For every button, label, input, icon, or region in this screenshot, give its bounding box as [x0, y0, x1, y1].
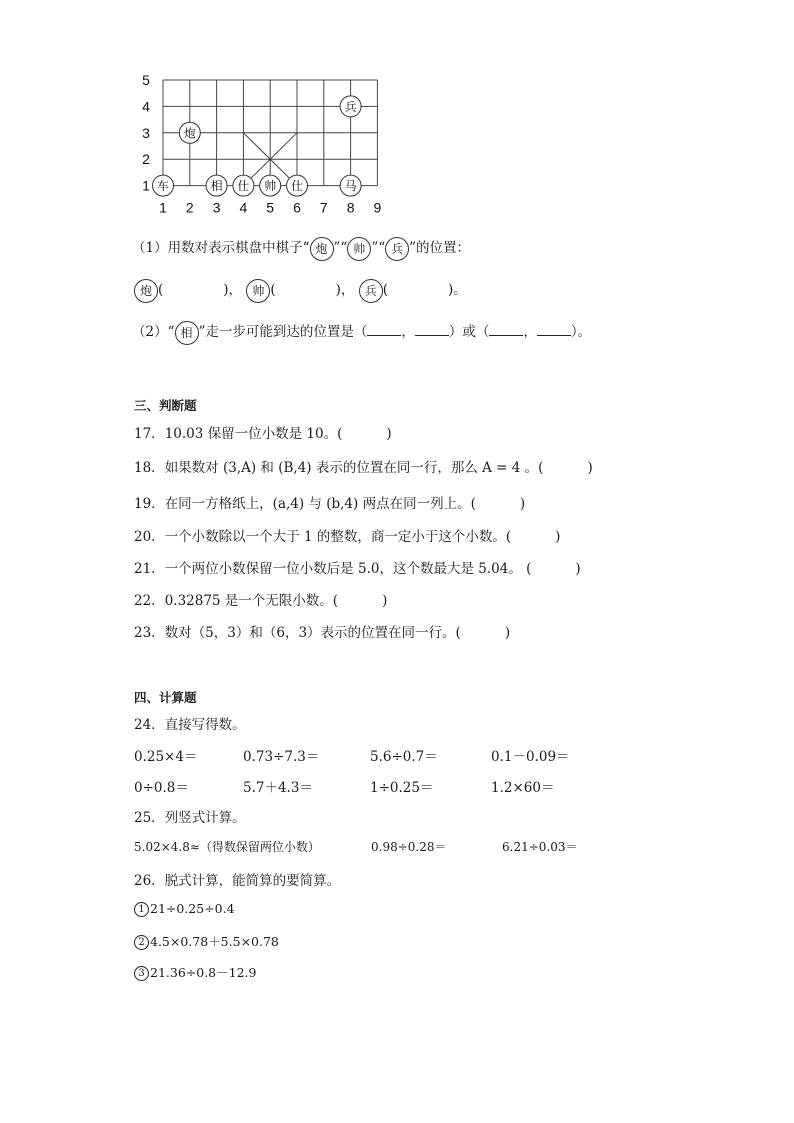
judge-item-number: 18．: [134, 460, 165, 476]
calc-row-2-item-3: 1÷0.25＝: [370, 780, 434, 796]
y-axis-label: 1: [142, 177, 150, 194]
judge-item-close: ): [575, 561, 581, 577]
question-24: 24．直接写得数。: [134, 717, 246, 733]
x-axis-label: 4: [239, 199, 248, 216]
x-axis-label: 9: [373, 199, 382, 216]
circled-number-1: 1: [134, 902, 149, 917]
y-axis-label: 3: [142, 124, 150, 141]
x-axis-label: 6: [293, 199, 301, 216]
judge-item-20: [134, 525, 560, 545]
section-3-title: 三、判断题: [134, 398, 197, 413]
q1-prefix: （1）用数对表示棋盘中棋子“: [132, 240, 310, 256]
judge-item-close: ): [504, 625, 511, 641]
circled-number-3: 3: [134, 966, 149, 981]
judge-item-23: [134, 621, 510, 641]
q1-mid1: ”“: [333, 240, 348, 256]
step-calc-1: [134, 901, 235, 917]
piece-pao-icon: 炮: [134, 279, 158, 303]
judge-item-18: [134, 456, 593, 476]
step-calc-3: [134, 963, 256, 981]
judge-item-number: 19．: [134, 496, 165, 512]
judge-item-19: [134, 492, 525, 512]
q2-blank-1[interactable]: [367, 323, 401, 336]
x-axis-label: 7: [319, 199, 328, 216]
judge-item-21: [134, 557, 581, 577]
q2-end: ）。: [570, 324, 592, 340]
vertical-calc-2: 0.98÷0.28＝: [371, 840, 447, 854]
piece-shuai-icon: 帅: [246, 279, 270, 303]
judge-item-close: ): [519, 496, 526, 512]
x-axis-label: 2: [185, 199, 194, 216]
calc-row-1-item-4: 0.1－0.09＝: [491, 749, 570, 765]
judge-item-number: 22．: [134, 593, 165, 609]
circled-number-2: 2: [134, 935, 149, 950]
calc-row-1-item-2: 0.73÷7.3＝: [243, 749, 320, 765]
calc-row-1-item-3: 5.6÷0.7＝: [370, 749, 438, 765]
judge-item-number: 20．: [134, 529, 165, 545]
q1-mid2: ”“: [371, 240, 386, 256]
judge-item-text: 一个两位小数保留一位小数后是 5.0，这个数最大是 5.04。 (: [164, 561, 532, 577]
chess-piece-label: 车: [156, 179, 170, 194]
judge-item-number: 23．: [134, 625, 165, 641]
judge-item-close: ): [386, 426, 392, 442]
x-axis-label: 3: [212, 199, 221, 216]
section-4-title: 四、计算题: [134, 690, 197, 705]
piece-bing-icon: 兵: [385, 237, 409, 261]
piece-xiang-icon: 相: [175, 321, 199, 345]
piece-shuai-icon: 帅: [347, 237, 371, 261]
y-axis-label: 4: [142, 98, 150, 115]
step-calc-3-text: 21.36÷0.8－12.9: [150, 965, 257, 980]
judge-item-text: 数对（5，3）和（6，3）表示的位置在同一行。(: [164, 625, 461, 641]
x-axis-label: 1: [159, 199, 167, 216]
y-axis-label: 5: [142, 72, 150, 88]
q2-blank-2[interactable]: [415, 323, 449, 336]
judge-item-close: ): [587, 460, 593, 476]
judge-item-text: 在同一方格纸上，(a,4) 与 (b,4) 两点在同一列上。(: [164, 496, 476, 512]
q1-suffix: ”的位置：: [409, 240, 471, 256]
q2-blank-4[interactable]: [537, 323, 571, 336]
judge-item-close: ): [555, 529, 561, 545]
chess-piece-label: 仕: [290, 179, 304, 194]
chess-piece-label: 相: [210, 179, 223, 194]
answer-pao-open: (: [158, 282, 164, 298]
answer-pao-close: )，: [223, 282, 243, 298]
judge-item-close: ): [382, 593, 388, 609]
calc-row-1-item-1: 0.25×4＝: [134, 749, 198, 765]
question-part-1: [132, 236, 470, 261]
judge-item-number: 17．: [134, 426, 165, 442]
q2-blank-3[interactable]: [489, 323, 523, 336]
q2-comma-2: ，: [523, 324, 537, 340]
vertical-calc-3: 6.21÷0.03＝: [502, 840, 578, 854]
question-part-2: [132, 320, 591, 345]
answer-line: [134, 278, 467, 303]
piece-pao-icon: 炮: [310, 237, 334, 261]
q2-text2: ）或（: [448, 324, 490, 340]
step-calc-2: [134, 932, 279, 950]
y-axis-label: 2: [142, 151, 150, 168]
answer-shuai-close: )，: [335, 282, 355, 298]
chessboard-figure: [130, 70, 400, 220]
x-axis-label: 8: [346, 199, 355, 216]
q2-text1: ”走一步可能到达的位置是（: [198, 324, 368, 340]
judge-item-text: 一个小数除以一个大于 1 的整数，商一定小于这个小数。(: [164, 529, 512, 545]
judge-item-number: 21．: [134, 561, 165, 577]
vertical-calc-1: 5.02×4.8≈（得数保留两位小数）: [134, 840, 320, 854]
answer-shuai-open: (: [270, 282, 276, 298]
calc-row-2-item-2: 5.7＋4.3＝: [243, 780, 313, 796]
chess-piece-label: 仕: [237, 179, 250, 194]
chess-piece-label: 兵: [344, 99, 357, 114]
answer-bing-close: )。: [448, 282, 467, 298]
q2-prefix: （2）“: [132, 324, 175, 340]
question-25: 25．列竖式计算。: [134, 810, 246, 826]
q2-comma-1: ，: [401, 324, 415, 340]
question-26: 26．脱式计算，能简算的要简算。: [134, 873, 341, 889]
x-axis-label: 5: [266, 199, 275, 216]
judge-item-text: 10.03 保留一位小数是 10。(: [164, 426, 343, 442]
step-calc-1-text: 21÷0.25÷0.4: [150, 901, 235, 916]
chess-piece-label: 马: [344, 179, 357, 194]
calc-row-2-item-1: 0÷0.8＝: [134, 780, 189, 796]
chess-piece-label: 炮: [183, 126, 196, 141]
judge-item-text: 0.32875 是一个无限小数。(: [164, 593, 339, 609]
judge-item-text: 如果数对 (3,A) 和 (B,4) 表示的位置在同一行，那么 A = 4 。(: [164, 460, 544, 476]
answer-bing-open: (: [382, 282, 388, 298]
judge-item-22: [134, 589, 387, 609]
calc-row-2-item-4: 1.2×60＝: [491, 780, 555, 796]
step-calc-2-text: 4.5×0.78＋5.5×0.78: [150, 934, 279, 949]
piece-bing-icon: 兵: [359, 279, 383, 303]
chess-piece-label: 帅: [264, 179, 277, 194]
judge-item-17: [134, 422, 392, 442]
